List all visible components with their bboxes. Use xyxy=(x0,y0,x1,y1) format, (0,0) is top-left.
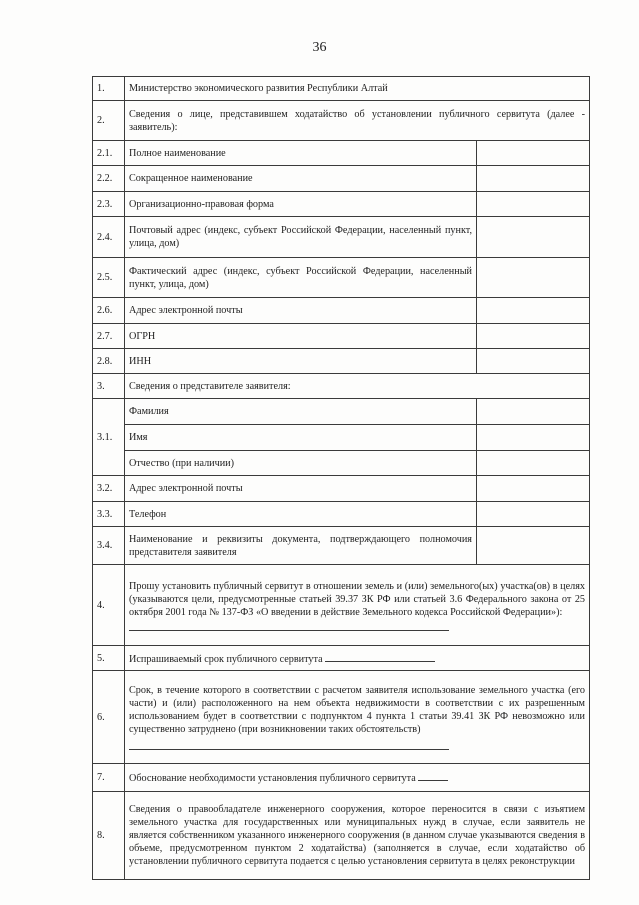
row-3-2 xyxy=(93,476,590,502)
row-2-6 xyxy=(93,298,590,324)
row-label: Сокращенное наименование xyxy=(125,166,477,192)
justification-fill-line[interactable] xyxy=(418,770,448,781)
row-label: ОГРН xyxy=(125,324,477,349)
page-number: 36 xyxy=(312,40,327,55)
row-2-4 xyxy=(93,217,590,258)
row-3-1-name xyxy=(93,425,590,451)
representative-email-value-cell[interactable] xyxy=(477,476,590,502)
row-number: 2.6. xyxy=(93,298,125,324)
row-4 xyxy=(93,565,590,646)
row-label: Обоснование необходимости установления публичного сервитута xyxy=(129,773,416,784)
row-3 xyxy=(93,374,590,399)
row-number: 8. xyxy=(93,792,125,880)
row-label: Имя xyxy=(125,425,477,451)
row-label: Полное наименование xyxy=(125,141,477,166)
row-number: 3.1. xyxy=(93,399,125,476)
row-number: 3.4. xyxy=(93,527,125,565)
row-number: 2.3. xyxy=(93,192,125,217)
row-number: 6. xyxy=(93,671,125,764)
row-number: 2.2. xyxy=(93,166,125,192)
row-3-3 xyxy=(93,502,590,527)
name-value-cell[interactable] xyxy=(477,425,590,451)
row-label: Отчество (при наличии) xyxy=(125,451,477,476)
application-form-table xyxy=(92,76,590,880)
row-7 xyxy=(93,764,590,792)
purpose-fill-line[interactable] xyxy=(129,619,449,631)
period-fill-line[interactable] xyxy=(129,738,449,750)
row-3-4 xyxy=(93,527,590,565)
row-2-1 xyxy=(93,141,590,166)
row-text-cell xyxy=(125,565,590,646)
row-2-7 xyxy=(93,324,590,349)
row-label: Сведения о правообладателе инженерного сооружения, которое переносится в связи с изъятием земельного участка для государственных или муниципальных нужд в случае, если заявитель не является собственником указанного инженерного сооружения (в данном случае указываются сведения в объеме, предусмотренном пунктом 2 ходатайства) (заполняется в случае, если ходатайство об установлении публичного сервитута подается с целью установления сервитута в целях реконструкции xyxy=(125,792,590,880)
row-2-3 xyxy=(93,192,590,217)
row-label: Фактический адрес (индекс, субъект Российской Федерации, населенный пункт, улица, дом) xyxy=(125,258,477,298)
row-5 xyxy=(93,646,590,671)
legal-form-value-cell[interactable] xyxy=(477,192,590,217)
row-label: Наименование и реквизиты документа, подтверждающего полномочия представителя заявителя xyxy=(125,527,477,565)
row-number: 4. xyxy=(93,565,125,646)
row-3-1-surname xyxy=(93,399,590,425)
row-8 xyxy=(93,792,590,880)
row-2 xyxy=(93,101,590,141)
row-number: 2. xyxy=(93,101,125,141)
row-number: 2.8. xyxy=(93,349,125,374)
row-label: Сведения о лице, представившем ходатайство об установлении публичного сервитута (далее - заявитель): xyxy=(125,101,590,141)
row-label: Адрес электронной почты xyxy=(125,476,477,502)
row-text-cell xyxy=(125,671,590,764)
row-label: Фамилия xyxy=(125,399,477,425)
row-2-8 xyxy=(93,349,590,374)
patronymic-value-cell[interactable] xyxy=(477,451,590,476)
row-label: Телефон xyxy=(125,502,477,527)
term-fill-line[interactable] xyxy=(325,651,435,662)
authority-document-value-cell[interactable] xyxy=(477,527,590,565)
row-label: Почтовый адрес (индекс, субъект Российской Федерации, населенный пункт, улица, дом) xyxy=(125,217,477,258)
row-label: Прошу установить публичный сервитут в отношении земель и (или) земельного(ых) участка(ов) в целях (указываются цели, предусмотренные статьей 39.37 ЗК РФ или статьей 3.6 Федерального закона от 25 октября 2001 года № 137-ФЗ «О введении в действие Земельного кодекса Российской Федерации»): xyxy=(129,580,586,618)
row-number: 3. xyxy=(93,374,125,399)
postal-address-value-cell[interactable] xyxy=(477,217,590,258)
full-name-value-cell[interactable] xyxy=(477,141,590,166)
email-value-cell[interactable] xyxy=(477,298,590,324)
ogrn-value-cell[interactable] xyxy=(477,324,590,349)
row-number: 1. xyxy=(93,77,125,101)
row-number: 2.7. xyxy=(93,324,125,349)
row-label: ИНН xyxy=(125,349,477,374)
row-label: Адрес электронной почты xyxy=(125,298,477,324)
phone-value-cell[interactable] xyxy=(477,502,590,527)
inn-value-cell[interactable] xyxy=(477,349,590,374)
row-label: Сведения о представителе заявителя: xyxy=(125,374,590,399)
row-number: 3.3. xyxy=(93,502,125,527)
row-number: 5. xyxy=(93,646,125,671)
row-label: Министерство экономического развития Республики Алтай xyxy=(125,77,590,101)
row-label: Организационно-правовая форма xyxy=(125,192,477,217)
row-number: 7. xyxy=(93,764,125,792)
row-number: 2.4. xyxy=(93,217,125,258)
row-label: Срок, в течение которого в соответствии с расчетом заявителя использование земельного участка (его части) и (или) расположенного на нем объекта недвижимости в соответствии с их разрешенным использованием будет в соответствии с подпунктом 4 пункта 1 статьи 39.41 ЗК РФ невозможно или существенно затруднено (при возникновении таких обстоятельств) xyxy=(129,685,586,735)
row-number: 3.2. xyxy=(93,476,125,502)
row-text-cell xyxy=(125,646,590,671)
row-1 xyxy=(93,77,590,101)
actual-address-value-cell[interactable] xyxy=(477,258,590,298)
row-number: 2.1. xyxy=(93,141,125,166)
short-name-value-cell[interactable] xyxy=(477,166,590,192)
row-text-cell xyxy=(125,764,590,792)
surname-value-cell[interactable] xyxy=(477,399,590,425)
row-label: Испрашиваемый срок публичного сервитута xyxy=(129,653,323,665)
row-number: 2.5. xyxy=(93,258,125,298)
row-6 xyxy=(93,671,590,764)
row-2-2 xyxy=(93,166,590,192)
row-2-5 xyxy=(93,258,590,298)
row-3-1-patronymic xyxy=(93,451,590,476)
